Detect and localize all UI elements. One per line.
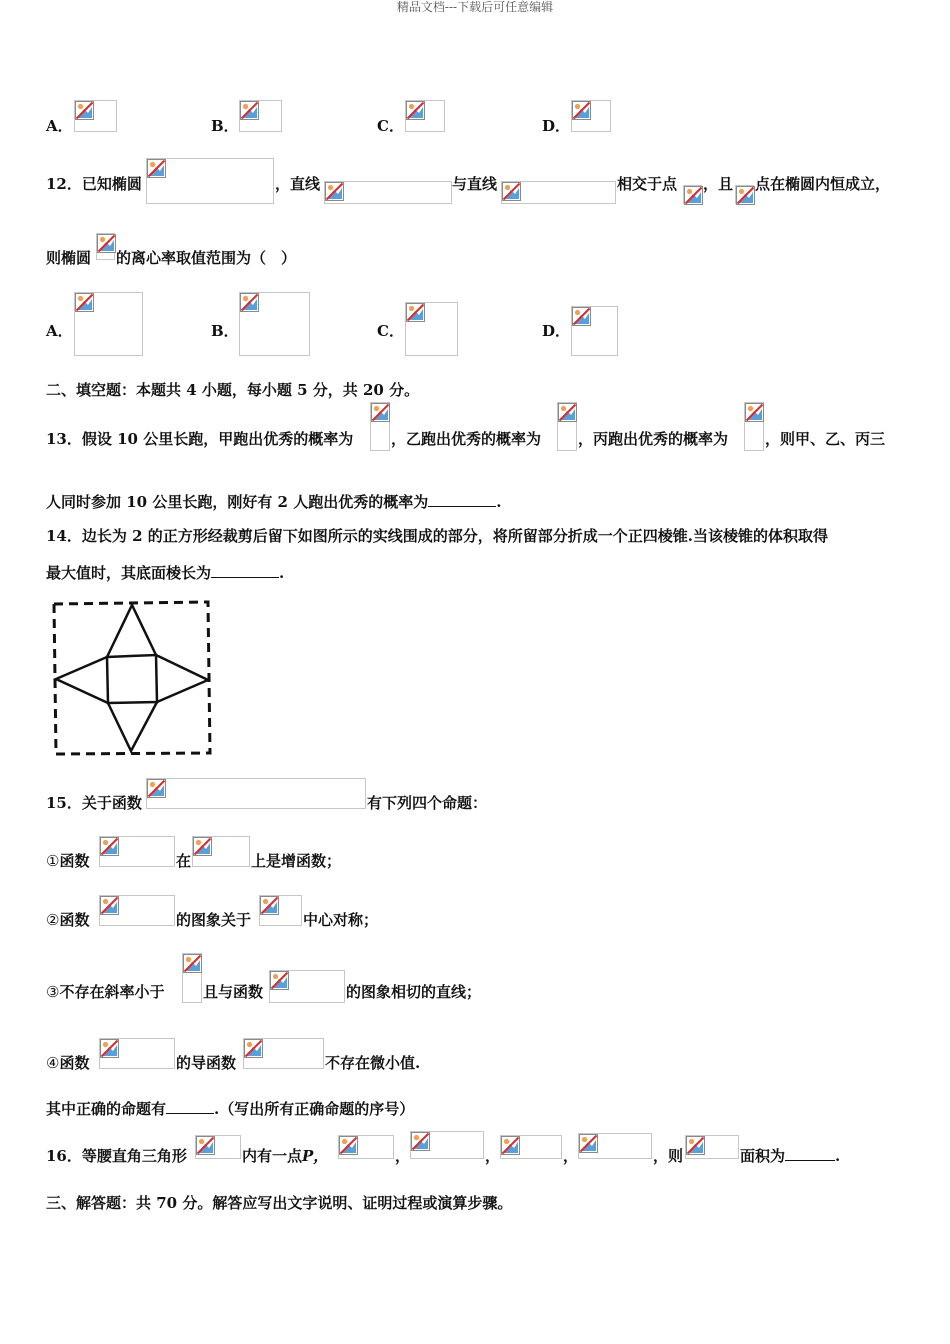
broken-image-icon: [406, 101, 425, 120]
answer-blank: [785, 1146, 835, 1161]
section-3-title: 三、解答题：共 70 分。解答应写出文字说明、证明过程或演算步骤。: [46, 1194, 513, 1212]
right-triangle: [156, 655, 208, 702]
q15-text: .（写出所有正确命题的序号）: [214, 1100, 415, 1118]
q15-text: 有下列四个命题：: [367, 794, 488, 812]
broken-image-icon: [501, 1136, 520, 1155]
broken-image-icon: [75, 101, 94, 120]
function-image: [99, 895, 175, 926]
broken-image-icon: [502, 182, 521, 201]
q12-text: 点在椭圆内恒成立，: [755, 175, 891, 193]
q13-text: ，丙跑出优秀的概率为: [578, 430, 729, 448]
proposition-text: 中心对称；: [303, 911, 379, 929]
broken-image-icon: [196, 1136, 215, 1155]
ellipse-symbol-image: [96, 233, 115, 260]
q12-option-a: A．: [46, 322, 73, 340]
proposition-text: 函数: [59, 911, 90, 929]
broken-image-icon: [406, 303, 425, 322]
proposition-text: 且与函数: [203, 983, 264, 1001]
q11-option-a-image: [74, 100, 117, 132]
proposition-mark: ④: [46, 1054, 60, 1072]
answer-blank: [211, 563, 279, 578]
q13-end: .: [496, 493, 502, 511]
proposition-text: 的导函数: [176, 1054, 237, 1072]
q12-option-b-image: [239, 292, 310, 356]
proposition-text: 的图象关于: [176, 911, 252, 929]
q13-line-1: [46, 429, 353, 449]
broken-image-icon: [745, 403, 764, 422]
q15-line-1: [46, 793, 142, 813]
function-image: [99, 1038, 175, 1069]
q13-text: 人同时参加 10 公里长跑，刚好有 2 人跑出优秀的概率为: [46, 493, 429, 511]
q12-text: 与直线: [452, 175, 498, 193]
line2-equation-image: [501, 181, 616, 204]
q12-option-d-image: [571, 306, 618, 356]
q16-text: 等腰直角三角形: [81, 1147, 187, 1165]
q14-text: 最大值时，其底面棱长为: [46, 564, 212, 582]
comma: ，: [395, 1147, 411, 1165]
point-p: P，: [302, 1147, 329, 1165]
condition-1-image: [338, 1135, 394, 1159]
q16-text: ，则: [653, 1147, 684, 1165]
proposition-mark: ②: [46, 911, 60, 929]
broken-image-icon: [572, 307, 591, 326]
q15-text: 关于函数: [81, 794, 142, 812]
dashed-square-border: [54, 602, 210, 754]
proposition-text: 上是增函数；: [251, 852, 342, 870]
condition-4-image: [578, 1133, 652, 1159]
broken-image-icon: [183, 954, 202, 973]
proposition-text: 函数: [59, 852, 90, 870]
probability-a-image: [370, 402, 390, 451]
broken-image-icon: [684, 186, 703, 205]
q12-option-a-image: [74, 292, 143, 356]
point-image: [683, 185, 702, 204]
q15-answer-line: [46, 1099, 414, 1119]
q12-text: 的离心率取值范围为（ ）: [116, 249, 297, 267]
broken-image-icon: [325, 182, 344, 201]
question-number: 12．: [46, 175, 82, 193]
comma: ，: [485, 1147, 501, 1165]
probability-c-image: [744, 402, 764, 451]
question-number: 13．: [46, 430, 82, 448]
broken-image-icon: [147, 779, 166, 798]
question-number: 14．: [46, 527, 82, 545]
broken-image-icon: [100, 837, 119, 856]
q16-text: [242, 1146, 328, 1166]
broken-image-icon: [686, 1136, 705, 1155]
q16-line: [46, 1146, 187, 1166]
function-image: [269, 970, 345, 1003]
page-header: 精品文档---下载后可任意编辑: [396, 0, 554, 14]
q16-answer: [740, 1146, 840, 1166]
broken-image-icon: [147, 159, 166, 178]
answer-blank: [166, 1099, 214, 1114]
broken-image-icon: [260, 896, 279, 915]
q16-text-a: 内有一点: [242, 1147, 303, 1165]
broken-image-icon: [572, 101, 591, 120]
broken-image-icon: [736, 186, 755, 205]
left-triangle: [56, 657, 108, 703]
proposition-text: 在: [176, 852, 192, 870]
condition-3-image: [500, 1135, 562, 1159]
interval-image: [192, 836, 250, 867]
point-image: [735, 185, 754, 204]
broken-image-icon: [100, 1039, 119, 1058]
q12-option-b: B．: [211, 322, 239, 340]
slope-value-image: [182, 953, 202, 1003]
broken-image-icon: [240, 101, 259, 120]
q11-option-c-image: [405, 100, 445, 132]
broken-image-icon: [100, 896, 119, 915]
section-2-title: 二、填空题：本题共 4 小题，每小题 5 分，共 20 分。: [46, 381, 420, 399]
condition-2-image: [410, 1131, 484, 1159]
proposition-2: [46, 910, 89, 930]
q12-line-1: [46, 174, 142, 194]
q13-text: ，乙跑出优秀的概率为: [391, 430, 542, 448]
top-triangle: [107, 605, 156, 657]
base-square: [107, 655, 157, 703]
proposition-mark: ①: [46, 852, 60, 870]
proposition-mark: ③: [46, 983, 60, 1001]
q12-text: ，直线: [275, 175, 321, 193]
broken-image-icon: [270, 971, 289, 990]
bottom-triangle: [108, 702, 157, 751]
q12-text: 则椭圆: [46, 249, 92, 267]
q12-option-c-image: [405, 302, 458, 356]
broken-image-icon: [558, 403, 577, 422]
answer-blank: [428, 492, 496, 507]
broken-image-icon: [339, 1136, 358, 1155]
q11-option-d: D．: [542, 117, 571, 135]
q12-text: 已知椭圆: [81, 175, 142, 193]
proposition-3: [46, 982, 164, 1002]
broken-image-icon: [240, 293, 259, 312]
ellipse-equation-image: [146, 158, 274, 204]
q13-line-2: [46, 492, 501, 512]
function-definition-image: [146, 778, 366, 809]
q14-end: .: [279, 564, 285, 582]
question-number: 15．: [46, 794, 82, 812]
center-point-image: [259, 895, 302, 926]
q12-option-c: C．: [377, 322, 404, 340]
broken-image-icon: [97, 234, 116, 253]
question-number: 16．: [46, 1147, 82, 1165]
broken-image-icon: [411, 1132, 430, 1151]
function-image: [99, 836, 175, 867]
q16-text: 面积为: [740, 1147, 786, 1165]
q16-end: .: [835, 1147, 841, 1165]
triangle-image: [195, 1135, 241, 1159]
line1-equation-image: [324, 181, 452, 204]
q15-text: 其中正确的命题有: [46, 1100, 167, 1118]
q14-line-2: [46, 563, 284, 583]
proposition-text: 函数: [59, 1054, 90, 1072]
derivative-image: [243, 1038, 324, 1069]
pyramid-net-figure: [50, 600, 212, 758]
broken-image-icon: [193, 837, 212, 856]
proposition-4: [46, 1053, 89, 1073]
proposition-text: 的图象相切的直线；: [346, 983, 482, 1001]
q11-option-a: A．: [46, 117, 73, 135]
q14-text: 边长为 2 的正方形经裁剪后留下如图所示的实线围成的部分，将所留部分折成一个正四棱锥.当该棱锥的体积取得: [81, 527, 828, 545]
broken-image-icon: [579, 1134, 598, 1153]
q12-text: 相交于点: [617, 175, 678, 193]
triangle-area-image: [685, 1135, 739, 1159]
q12-option-d: D．: [542, 322, 571, 340]
probability-b-image: [557, 402, 577, 451]
broken-image-icon: [244, 1039, 263, 1058]
q11-option-d-image: [571, 100, 611, 132]
proposition-text: 不存在斜率小于: [59, 983, 165, 1001]
q13-text: ，则甲、乙、丙三: [765, 430, 886, 448]
q11-option-c: C．: [377, 117, 404, 135]
proposition-1: [46, 851, 89, 871]
broken-image-icon: [371, 403, 390, 422]
q13-text: 假设 10 公里长跑，甲跑出优秀的概率为: [81, 430, 354, 448]
q14-line-1: [46, 526, 828, 546]
q11-option-b-image: [239, 100, 282, 132]
broken-image-icon: [75, 293, 94, 312]
comma: ，: [563, 1147, 579, 1165]
q12-text: ，且: [703, 175, 734, 193]
q11-option-b: B．: [211, 117, 239, 135]
proposition-text: 不存在微小值.: [325, 1054, 421, 1072]
